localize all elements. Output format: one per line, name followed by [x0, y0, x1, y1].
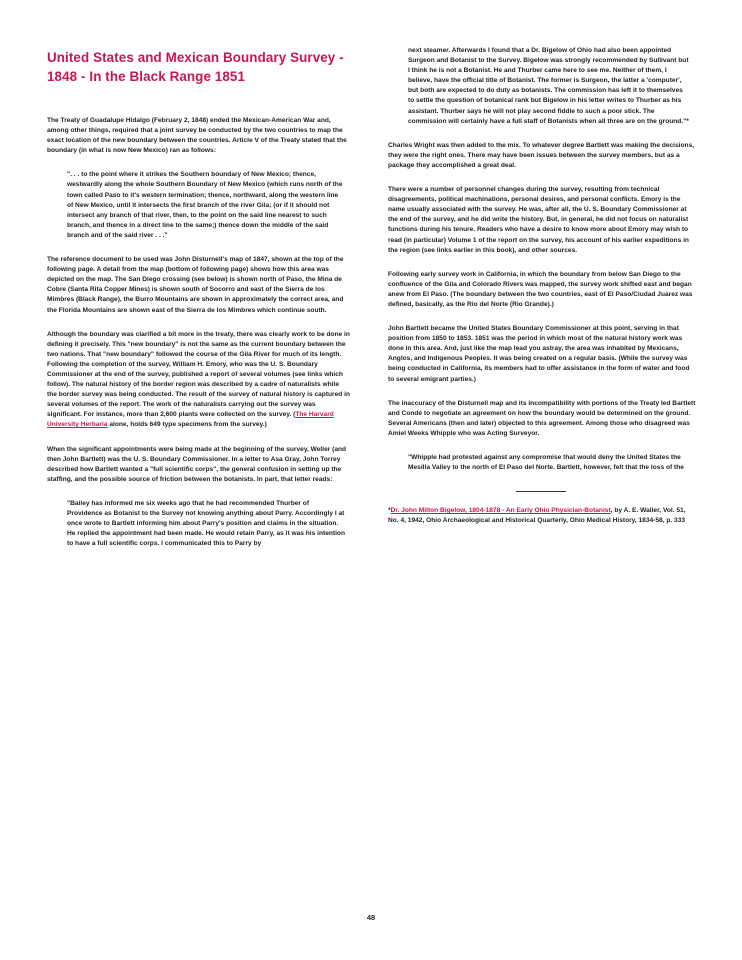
bigelow-article-link[interactable]: Dr. John Milton Bigelow, 1804-1878 - An Early Ohio Physician-Botanist — [390, 507, 611, 515]
blockquote-article-v: ". . . to the point where it strikes the Southern boundary of New Mexico; thence, westwardly along the whole Southern Boundary of New Mexico (which runs north of the town called Paso to it's western termination; thence, northward, along the western line of New Mexico, until it intersects the first branch of the river Gila; (or if it should not intersect any branch of that river, then, to the point on the said line nearest to such branch, and thence in a direct line to the same;) thence down the middle of the said branch and of the said river . . ." — [67, 171, 343, 239]
paragraph-personnel-changes: There were a number of personnel changes during the survey, resulting from technical disagreements, political machinations, personal desires, and personal conflicts. Emory is the name usually associated with the survey. He was, after all, the U. S. Boundary Commissioner at the end of the survey, and he did write the history. But, in general, he did not focus on naturalist functions during his tenure. Readers who have a desire to know more about Emory may wish to read (in particular) Volume 1 of the report on the survey, his account of his earlier expeditions in the region (see links earlier in this book), and other sources. — [388, 186, 689, 254]
paragraph-new-boundary-text: Although the boundary was clarified a bit more in the treaty, there was clearly work to be done in defining it precisely. This "new boundary" is not the same as the current boundary between the two nations. That "new boundary" followed the course of the Gila River for much of its length. Following the completion of the survey, William H. Emory, who was the U. S. Boundary Commissioner at the end of the survey, published a report of several volumes (see links which follow). The natural history of the border region was described by a cadre of naturalists while the border survey was being conducted. The result of the survey of natural history is captured in several volumes of the report. The work of the naturalists carrying out the survey was significant. For instance, more than 2,600 plants were collected on the survey. ( — [47, 330, 351, 419]
paragraph-new-boundary-tail: alone, holds 649 type specimens from the survey.) — [107, 421, 267, 429]
paragraph-disturnell-inaccuracy: The inaccuracy of the Disturnell map and its incompatibility with portions of the Treaty led Bartlett and Condé to negotiate an agreement on how the boundary would be determined on the ground. Several Americans (then and later) objected to this agreement. Among those who disagreed was Amiel Weeks Whipple who was Acting Surveyor. — [388, 399, 696, 437]
harvard-herbaria-link[interactable]: The Harvard University Herbaria — [47, 411, 334, 429]
footnote-marker: * — [388, 507, 391, 515]
footnote — [388, 506, 696, 526]
page-number: 48 — [366, 913, 376, 922]
blockquote-torrey-letter-continued: next steamer. Afterwards I found that a Dr. Bigelow of Ohio had also been appointed Surgeon and Botanist to the Survey. Bigelow was strongly recommended by Sullivant but I think he is not a Botanist. He and Thurber came here to see me. Neither of them, I believe, have the official title of Botanist. The former is Surgeon, the latter a 'computer', but both are expected to do duty as botanists. The commission has left it to themselves to settle the question of botanical rank but Bigelow in his letter writes to Thurber as his assistant. Thurber says he will not play second fiddle to such a poor stick. The commission will certainly have a full staff of Botanists when all three are on the ground."* — [408, 47, 689, 125]
paragraph-charles-wright: Charles Wright was then added to the mix. To whatever degree Bartlett was making the decisions, they were the right ones. There may have been issues between the survey members, but as a package they accomplished a great deal. — [388, 141, 695, 169]
left-column — [47, 48, 350, 563]
paragraph-john-bartlett: John Bartlett became the United States Boundary Commissioner at this point, serving in that position from 1850 to 1853. 1851 was the period in which most of the natural history work was done in this area. And, just like the map lead you astray, the area was inhabited by Mexicans, Anglos, and Indigenous Peoples. It was being created on a regular basis. (While the survey was being conducted in California, its members had to offer assistance in the form of water and food to several emigrant parties.) — [388, 325, 690, 383]
blockquote-torrey-letter: "Bailey has informed me six weeks ago that he had recommended Thurber of Providence as Botanist to the Survey not knowing anything about Parry. Accordingly I at once wrote to Bartlett informing him about Parry's position and claims in the situation. He replied the appointment had been made. He would retain Parry, as it was his intention to have a full scientific corps. I communicated this to Parry by — [67, 499, 345, 548]
paragraph-new-boundary — [47, 330, 350, 431]
paragraph-treaty: The Treaty of Guadalupe Hidalgo (February 2, 1848) ended the Mexican-American War and, among other things, required that a joint survey be conducted by the two countries to map the exact location of the new boundary between the countries. Article V of the Treaty stated that the boundary (in what is now New Mexico) ran as follows: — [47, 117, 347, 155]
paragraph-appointments: When the significant appointments were being made at the beginning of the survey, Weller (and then John Bartlett) was the U. S. Boundary Commissioner. In a letter to Asa Gray, John Torrey described how Bartlett wanted a "full scientific corps", the general confusion in setting up the staffing, and the possible source of friction between the botanists. In part, that letter reads: — [47, 445, 347, 483]
footnote-citation: , by A. E. Waller, Vol. 51, No. 4, 1942, Ohio Archaeological and Historical Quarterly, Ohio Medical History, 1834-58, p. 333 — [388, 507, 686, 525]
right-column — [388, 46, 696, 526]
page-title: United States and Mexican Boundary Survey - 1848 - In the Black Range 1851 — [47, 50, 344, 84]
paragraph-california-survey: Following early survey work in California, in which the boundary from below San Diego to the confluence of the Gila and Colorado Rivers was mapped, the survey work shifted east and began anew from El Paso. (The boundary between the two countries, east of El Paso/Ciudad Juárez was defined, basically, as the Rio del Norte (Rio Grande).) — [388, 270, 693, 308]
paragraph-disturnell-map: The reference document to be used was John Disturnell's map of 1847, shown at the top of the following page. A detail from the map (bottom of following page) shows how this area was depicted on the map. The San Diego crossing (see below) is shown north of Paso, the Mina de Cobre (Santa Rita Copper Mines) is shown south of Socorro and east of the Sierra de los Mimbres (Black Range), the Burro Mountains are shown in approximately the correct area, and the Florida Mountains are shown east of the Sierra de los Mimbres which continue south. — [47, 256, 344, 314]
blockquote-whipple: "Whipple had protested against any compromise that would deny the United States the Mesilla Valley to the north of El Paso del Norte. Bartlett, however, felt that the loss of the — [408, 454, 684, 472]
footnote-divider — [516, 491, 566, 492]
